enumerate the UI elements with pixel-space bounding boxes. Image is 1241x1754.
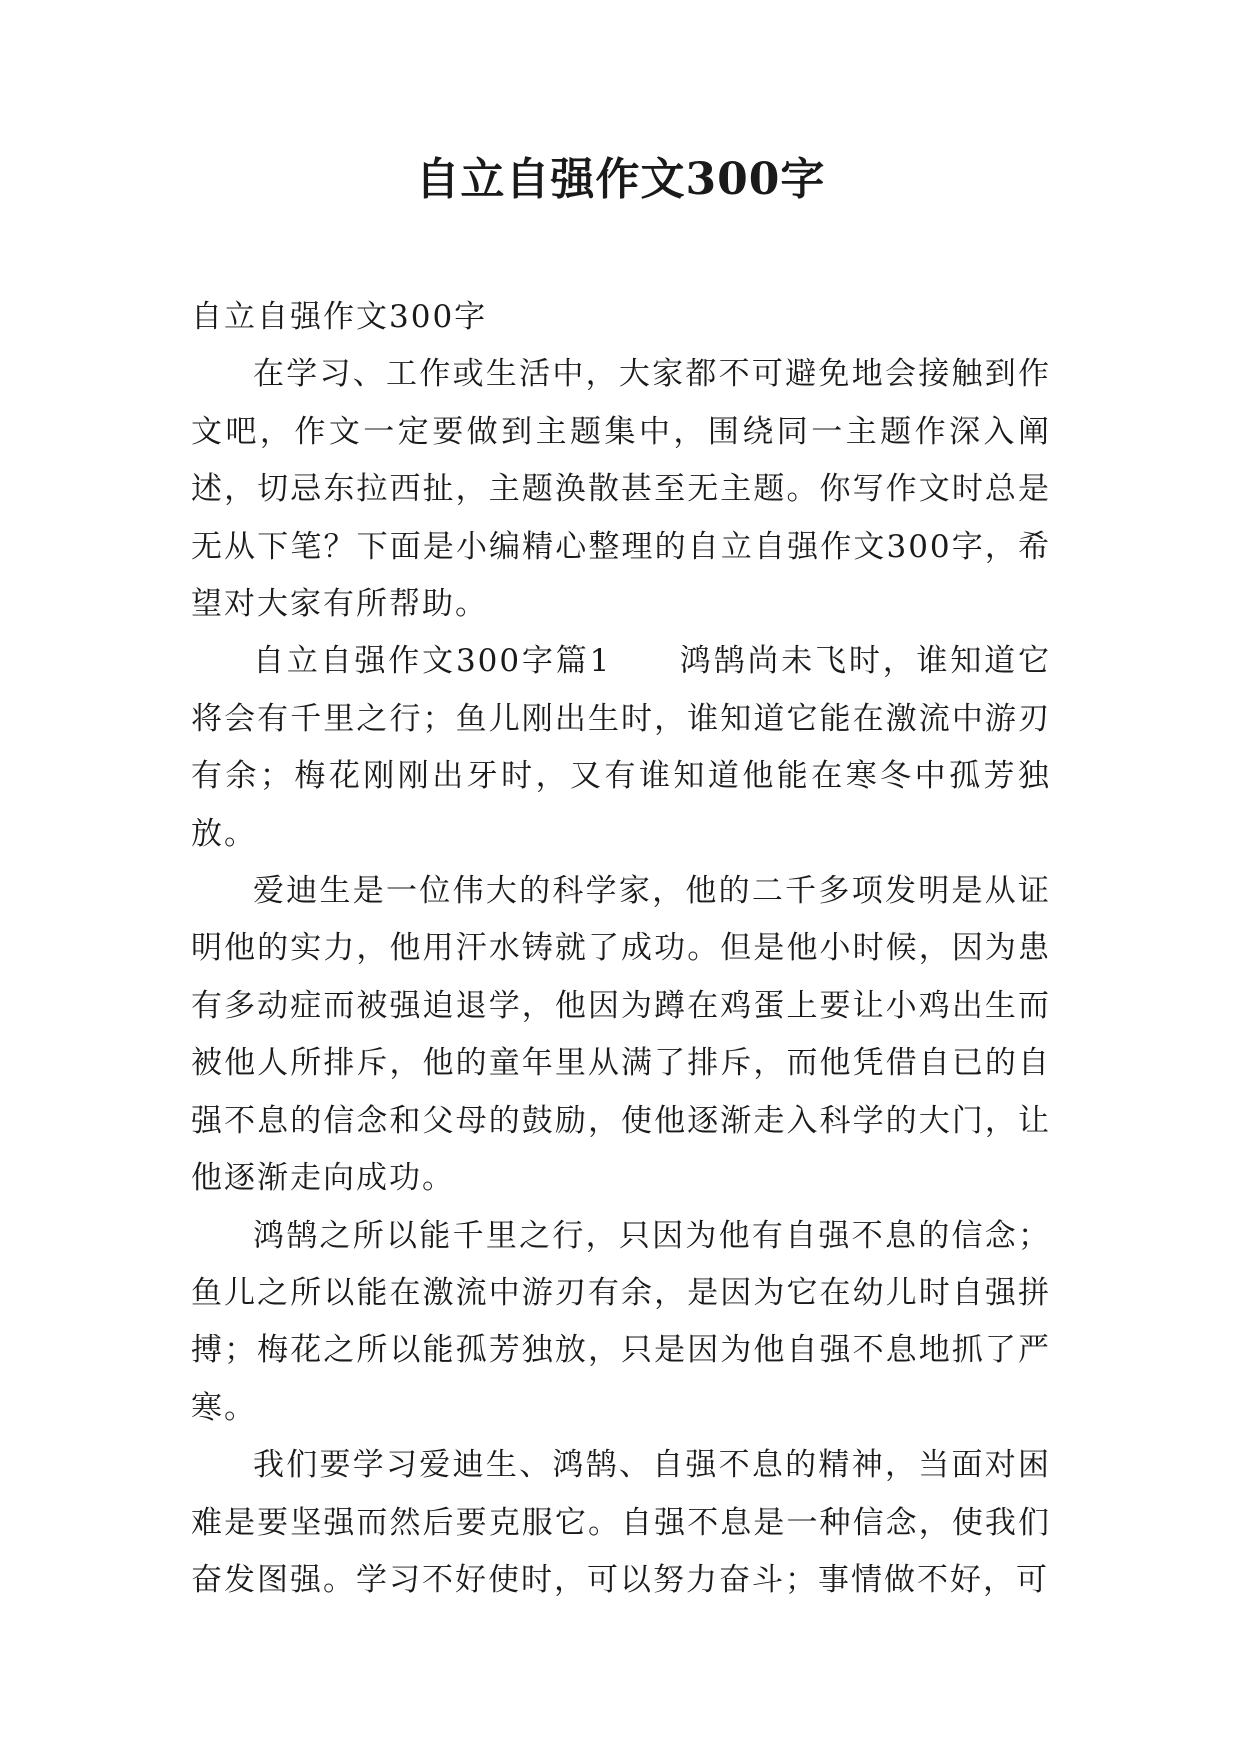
paragraph-conclusion: 我们要学习爱迪生、鸿鹄、自强不息的精神，当面对困难是要坚强而然后要克服它。自强不息是一种信念，使我们奋发图强。学习不好使时，可以努力奋斗；事情做不好，可 [191, 1447, 1051, 1598]
document-body [191, 289, 1051, 1609]
paragraph-intro: 在学习、工作或生活中，大家都不可避免地会接触到作文吧，作文一定要做到主题集中，围绕同一主题作深入阐述，切忌东拉西扯，主题涣散甚至无主题。你写作文时总是无从下笔？下面是小编精心整理的自立自强作文300字，希望对大家有所帮助。 [191, 356, 1051, 623]
paragraph-essay-1-opening: 自立自强作文300字篇1 鸿鹄尚未飞时，谁知道它将会有千里之行；鱼儿刚出生时，谁知道它能在激流中游刃有余；梅花刚刚出牙时，又有谁知道他能在寒冬中孤芳独放。 [191, 643, 1051, 852]
paragraph-edison: 爱迪生是一位伟大的科学家，他的二千多项发明是从证明他的实力，他用汗水铸就了成功。但是他小时候，因为患有多动症而被强迫退学，他因为蹲在鸡蛋上要让小鸡出生而被他人所排斥，他的童年里从满了排斥，而他凭借自已的自强不息的信念和父母的鼓励，使他逐渐走入科学的大门，让他逐渐走向成功。 [191, 873, 1051, 1197]
paragraph-reasons: 鸿鹄之所以能千里之行，只因为他有自强不息的信念；鱼儿之所以能在激流中游刃有余，是因为它在幼儿时自强拼搏；梅花之所以能孤芳独放，只是因为他自强不息地抓了严寒。 [191, 1217, 1051, 1426]
document-title: 自立自强作文300字 [415, 154, 826, 205]
paragraph-heading: 自立自强作文300字 [191, 299, 488, 335]
